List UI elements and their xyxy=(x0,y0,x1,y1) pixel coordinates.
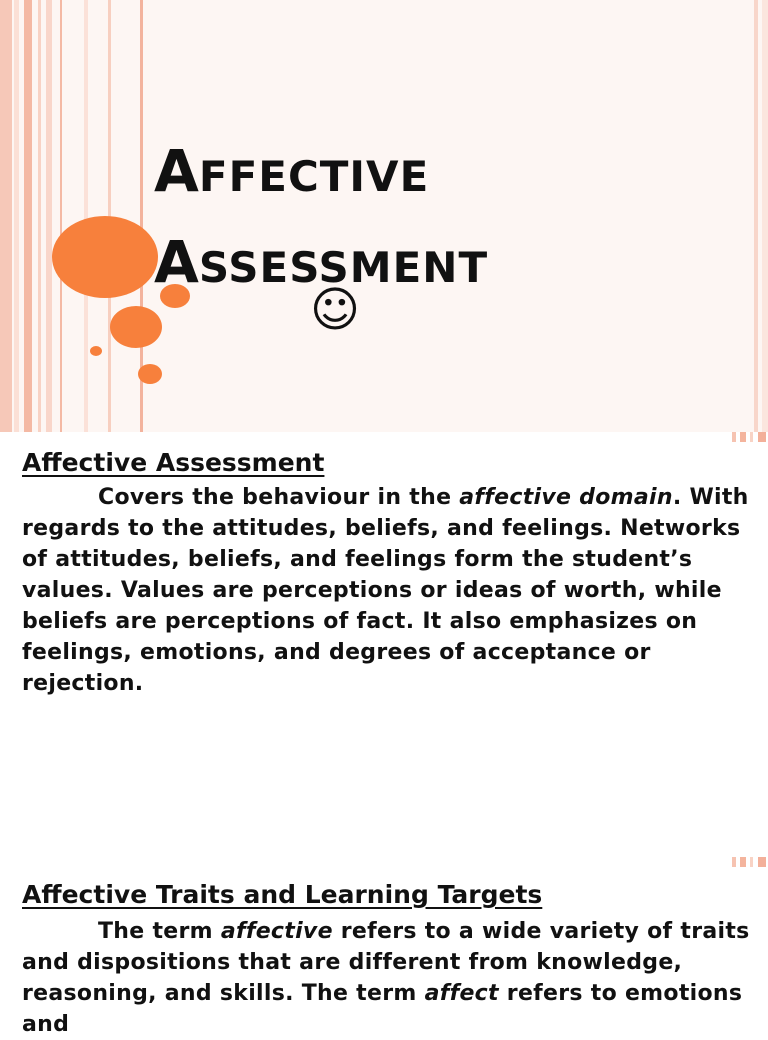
section-heading-affective-assessment: Affective Assessment xyxy=(22,448,325,477)
title-initial: A xyxy=(154,228,199,296)
title-slide xyxy=(0,0,768,432)
emphasis-text: affect xyxy=(424,981,499,1006)
stripe xyxy=(0,0,12,432)
content-slide xyxy=(0,432,768,1037)
paragraph-text: The term xyxy=(98,919,221,944)
stripe xyxy=(46,0,52,432)
edge-decoration xyxy=(732,432,768,442)
emphasis-text: affective xyxy=(220,919,333,944)
title-initial: A xyxy=(154,137,199,205)
title-line-2 xyxy=(154,221,754,312)
slide-title xyxy=(154,130,754,312)
edge-decoration xyxy=(732,857,768,867)
section-paragraph xyxy=(22,916,752,1040)
stripe xyxy=(24,0,32,432)
decorative-circle-large xyxy=(52,216,158,298)
paragraph-text: . With regards to the attitudes, beliefs, and feelings. Networks of attitudes, beliefs, and feelings form the student’s values. Values are perceptions or ideas of worth, while beliefs are perceptions of fact. It also emphasizes on feelings, emotions, and degrees of acceptance or rejection. xyxy=(22,485,749,696)
emphasis-text: affective domain xyxy=(459,485,673,510)
paragraph-text: refers to a wide variety of traits and dispositions that are different from knowledge, reasoning, and skills. The term xyxy=(22,919,750,1006)
right-edge-stripe xyxy=(762,0,768,432)
title-rest: SSESSMENT xyxy=(198,243,489,292)
section-heading-affective-traits: Affective Traits and Learning Targets xyxy=(22,880,543,909)
stripe xyxy=(84,0,88,432)
title-rest: FFECTIVE xyxy=(198,152,430,201)
smiley-icon: ☺ xyxy=(310,282,361,338)
paragraph-text: Covers the behaviour in the xyxy=(98,485,460,510)
paragraph-text: refers to emotions and xyxy=(22,981,743,1037)
decorative-circle xyxy=(110,306,162,348)
stripe xyxy=(14,0,19,432)
decorative-stripes xyxy=(0,0,145,432)
section-paragraph xyxy=(22,482,752,699)
decorative-circle xyxy=(90,346,102,356)
stripe xyxy=(60,0,62,432)
right-edge-stripe xyxy=(754,0,758,432)
stripe xyxy=(38,0,41,432)
decorative-circle xyxy=(138,364,162,384)
title-line-1 xyxy=(154,130,754,221)
